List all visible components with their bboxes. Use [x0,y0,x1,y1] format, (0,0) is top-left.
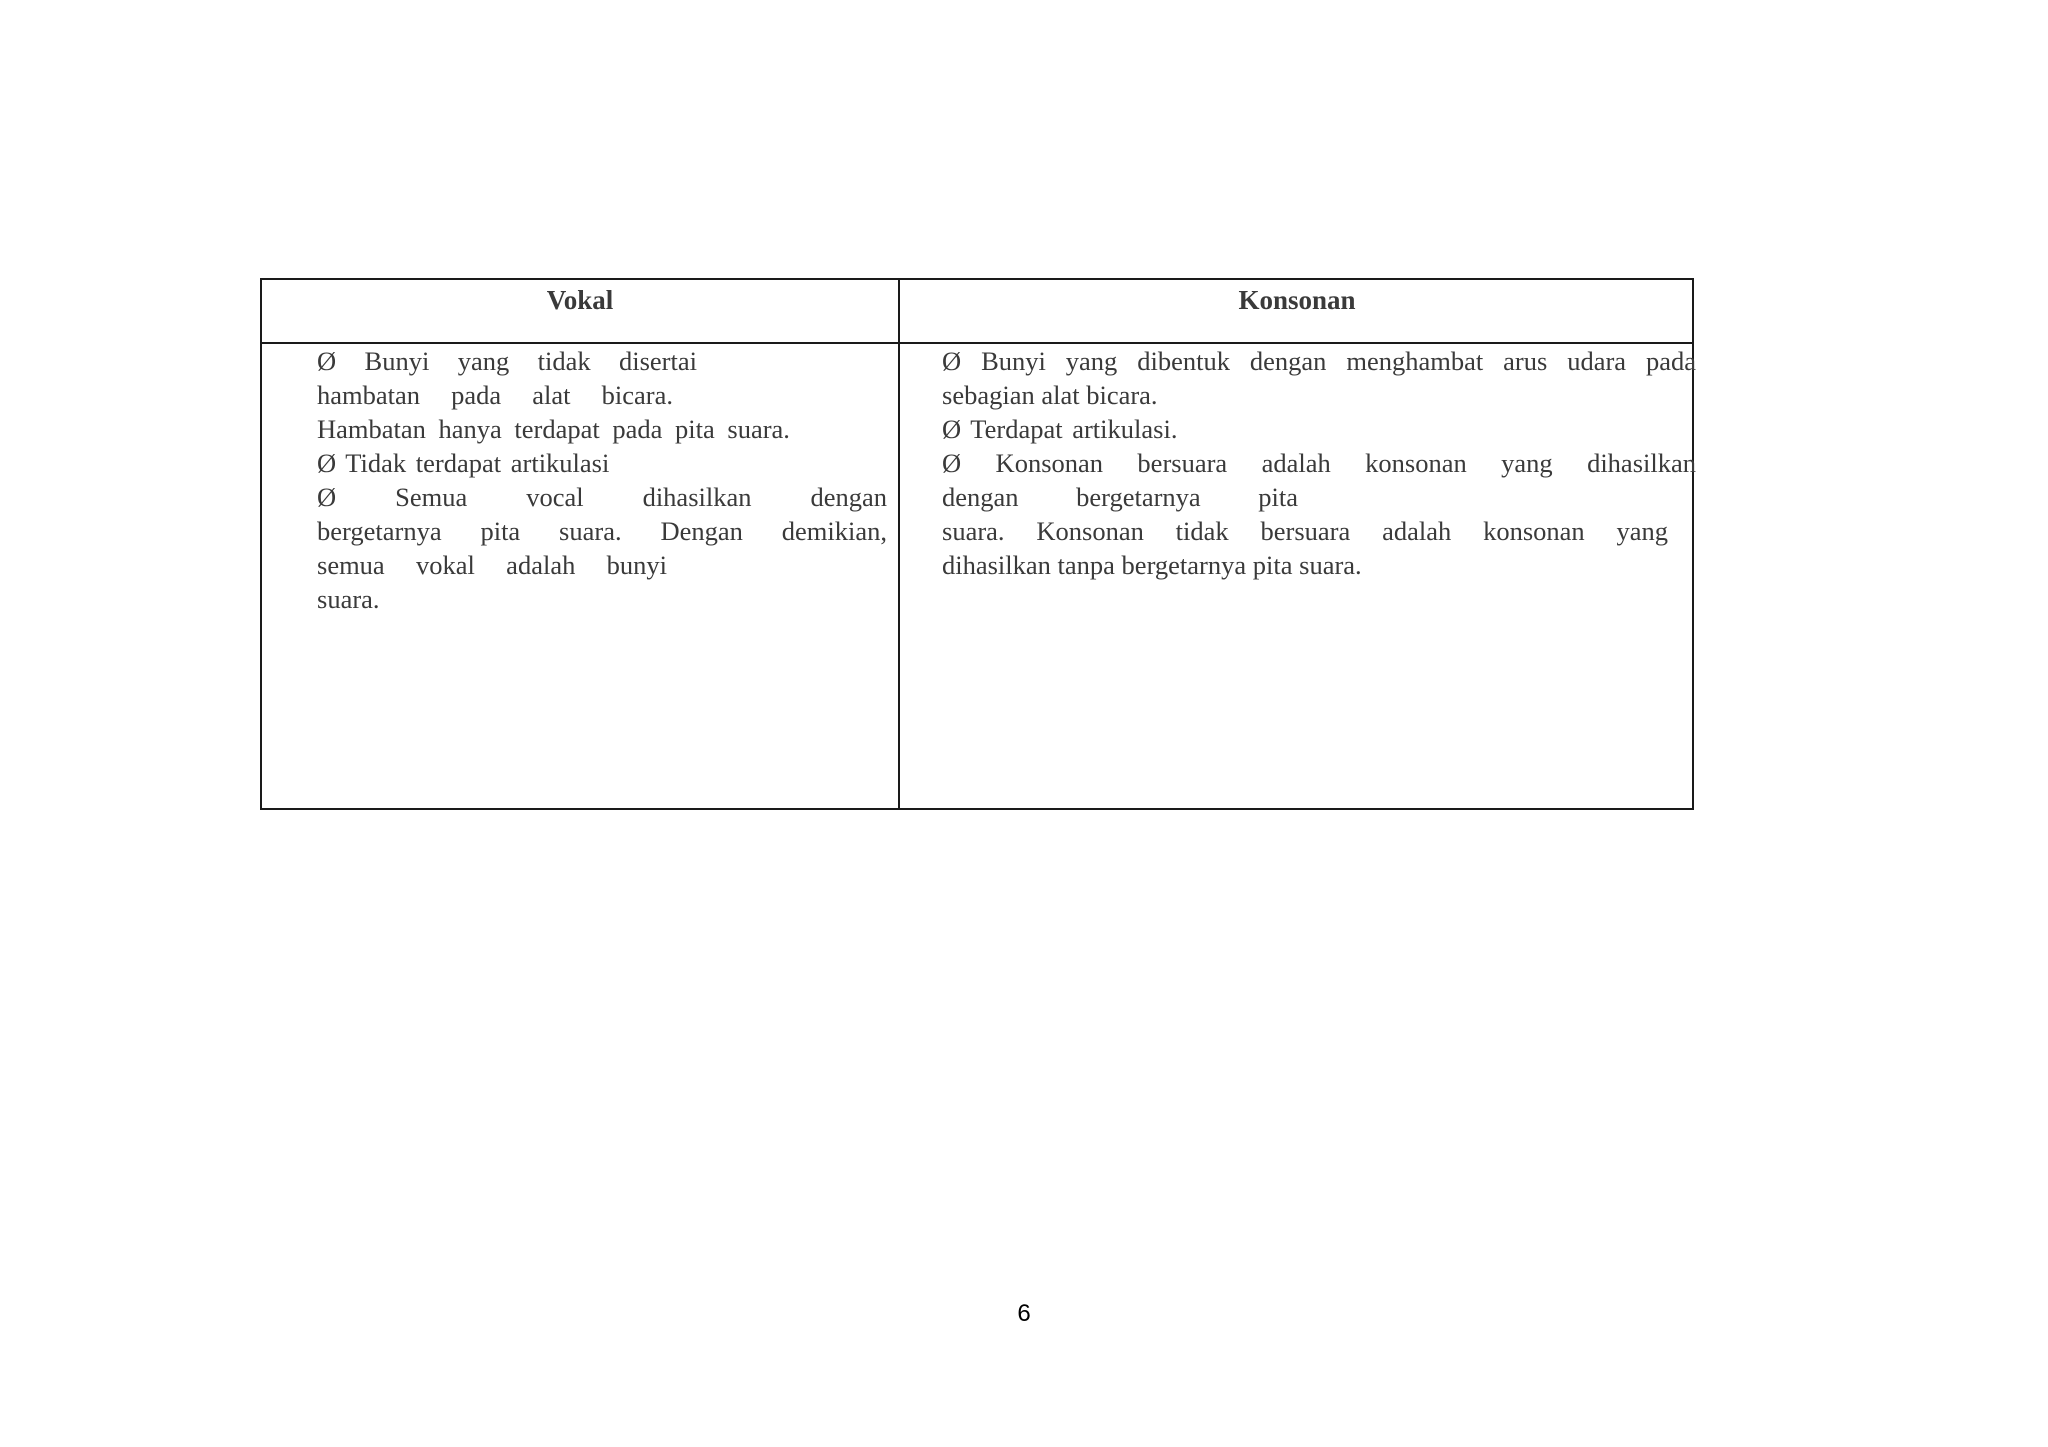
konsonan-line-4: Ø Konsonan bersuara adalah konsonan yang dihasilkan [942,448,1696,478]
vokal-line-4: Ø Tidak terdapat artikulasi [317,448,610,478]
konsonan-line-6: suara. Konsonan tidak bersuara adalah konsonan yang [942,516,1668,546]
header-vokal: Vokal [546,285,614,315]
vokal-line-7: semua vokal adalah bunyi [317,550,667,580]
konsonan-cell [942,344,1696,582]
vokal-line-5: Ø Semua vocal dihasilkan dengan [317,482,887,512]
column-divider [898,280,900,808]
konsonan-line-2: sebagian alat bicara. [942,380,1158,410]
page-number: 6 [1017,1300,1031,1327]
vokal-line-1: Ø Bunyi yang tidak disertai [317,346,697,376]
vokal-line-3: Hambatan hanya terdapat pada pita suara. [317,414,790,444]
vokal-line-8: suara. [317,584,380,614]
vokal-line-2: hambatan pada alat bicara. [317,380,673,410]
konsonan-line-3: Ø Terdapat artikulasi. [942,414,1178,444]
konsonan-line-1: Ø Bunyi yang dibentuk dengan menghambat arus udara pada [942,346,1696,376]
konsonan-line-5: dengan bergetarnya pita [942,482,1298,512]
vokal-line-6: bergetarnya pita suara. Dengan demikian, [317,516,887,546]
vokal-cell [317,344,887,616]
header-konsonan: Konsonan [1238,285,1356,315]
comparison-table [260,278,1694,810]
konsonan-line-7: dihasilkan tanpa bergetarnya pita suara. [942,550,1362,580]
